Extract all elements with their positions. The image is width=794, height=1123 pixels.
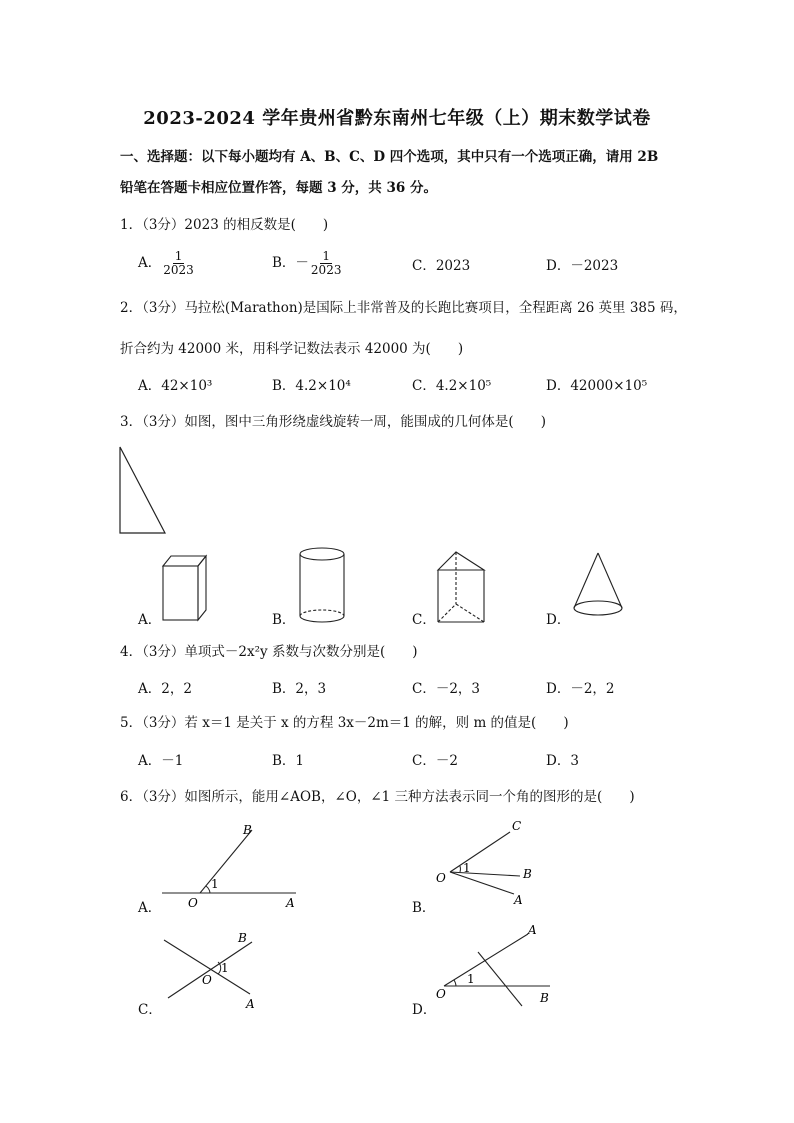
q1-option-a[interactable] (138, 250, 196, 277)
q6-c-angle-figure (158, 926, 276, 1014)
q1-a-fraction (161, 250, 196, 277)
q6-c-label-o: O (202, 973, 212, 987)
page-title: 2023-2024 学年贵州省黔东南州七年级（上）期末数学试卷 (143, 108, 651, 129)
q1-a-numerator: 1 (174, 249, 183, 263)
q6-option-c[interactable]: C． (138, 1002, 162, 1018)
q4-option-b[interactable]: B．2，3 (272, 681, 327, 697)
q3-option-d[interactable]: D． (546, 612, 571, 628)
q6-b-label-o: O (436, 871, 446, 885)
section1-line2: 铅笔在答题卡相应位置作答，每题 3 分，共 36 分。 (120, 180, 437, 196)
q2-option-d[interactable]: D．42000×10⁵ (546, 378, 648, 394)
q6-b-label-a: A (514, 893, 523, 907)
q1-a-denominator: 2023 (163, 263, 194, 277)
q2-option-b[interactable]: B．4.2×10⁴ (272, 378, 351, 394)
q6-d-label-b: B (540, 991, 549, 1005)
q6-a-angle-figure (158, 820, 308, 910)
q6-c-label-a: A (246, 997, 255, 1011)
q1-option-c[interactable]: C．2023 (412, 258, 471, 274)
q6-a-label-o: O (188, 896, 198, 910)
q6-stem: 6．（3分）如图所示，能用∠AOB，∠O，∠1 三种方法表示同一个角的图形的是( ) (120, 789, 635, 805)
q5-stem: 5．（3分）若 x＝1 是关于 x 的方程 3x－2m＝1 的解，则 m 的值是( ) (120, 715, 569, 731)
q3-triangle-figure (116, 444, 170, 536)
q6-b-angle-figure (432, 816, 552, 908)
q1-option-d[interactable]: D．－2023 (546, 258, 619, 274)
q6-b-label-c: C (512, 819, 522, 833)
q6-d-label-o: O (436, 987, 446, 1001)
q6-d-label-1: 1 (467, 972, 475, 986)
q3-stem: 3．（3分）如图，图中三角形绕虚线旋转一周，能围成的几何体是( ) (120, 414, 546, 430)
q2-stem-line2: 折合约为 42000 米，用科学记数法表示 42000 为( ) (120, 341, 464, 357)
q2-option-c[interactable]: C．4.2×10⁵ (412, 378, 492, 394)
q1-b-numerator: 1 (322, 249, 331, 263)
q3-option-b[interactable]: B． (272, 612, 296, 628)
q4-option-a[interactable]: A．2，2 (138, 681, 192, 697)
q6-d-angle-figure (432, 922, 560, 1010)
q2-stem-line1: 2．（3分）马拉松(Marathon)是国际上非常普及的长跑比赛项目，全程距离 26 英里 385 码， (120, 300, 687, 316)
q4-option-c[interactable]: C．－2，3 (412, 681, 481, 697)
q6-d-label-a: A (528, 923, 537, 937)
prism-icon (158, 552, 210, 624)
q1-stem: 1．（3分）2023 的相反数是( ) (120, 217, 329, 233)
q6-option-d[interactable]: D． (412, 1002, 437, 1018)
q3-option-a[interactable]: A． (138, 612, 162, 628)
q6-b-label-1: 1 (463, 861, 471, 875)
section1-line1: 一、选择题：以下每小题均有 A、B、C、D 四个选项，其中只有一个选项正确，请用 2B (120, 149, 659, 165)
q6-c-label-b: B (238, 931, 247, 945)
q6-option-b[interactable]: B． (412, 900, 436, 916)
q1-option-b[interactable] (272, 250, 343, 277)
cylinder-icon (296, 546, 348, 626)
q1-b-fraction (309, 250, 344, 277)
q6-a-label-1: 1 (211, 877, 219, 891)
q4-option-d[interactable]: D．－2，2 (546, 681, 615, 697)
q6-a-label-a: A (286, 896, 295, 910)
right-triangle-shape (120, 447, 165, 533)
q5-option-a[interactable]: A．－1 (138, 753, 184, 769)
q1-b-prefix: B．－ (272, 255, 309, 271)
q3-option-c[interactable]: C． (412, 612, 436, 628)
q4-stem: 4．（3分）单项式－2x²y 系数与次数分别是( ) (120, 644, 418, 660)
q2-option-a[interactable]: A．42×10³ (138, 378, 213, 394)
q6-option-a[interactable]: A． (138, 900, 162, 916)
q5-option-c[interactable]: C．－2 (412, 753, 458, 769)
q1-a-prefix: A． (138, 255, 162, 271)
q6-b-label-b: B (523, 867, 532, 881)
q6-c-label-1: 1 (221, 961, 229, 975)
cone-icon (570, 550, 626, 622)
q5-option-b[interactable]: B．1 (272, 753, 305, 769)
q5-option-d[interactable]: D．3 (546, 753, 579, 769)
triangular-prism-icon (434, 548, 490, 626)
q6-a-label-b: B (243, 823, 252, 837)
q1-b-denominator: 2023 (310, 263, 342, 277)
